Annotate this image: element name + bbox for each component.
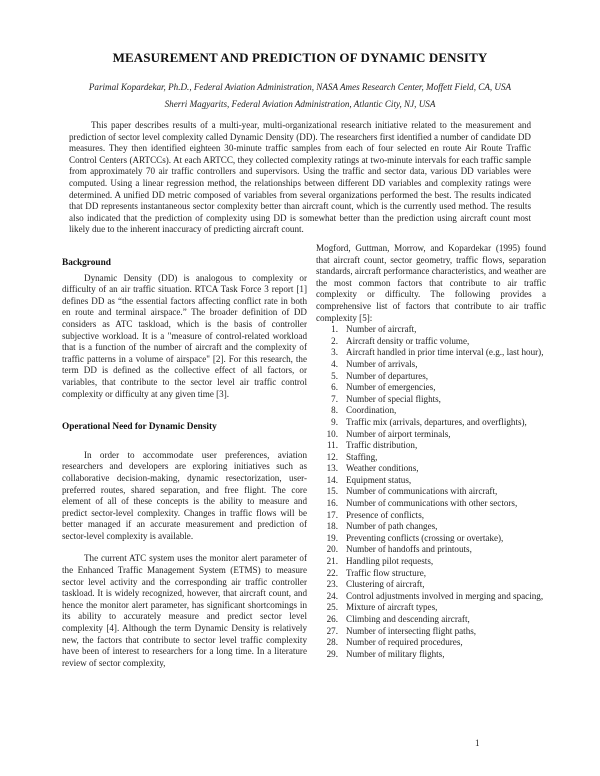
item-number: 19. [326,532,338,543]
list-item [316,440,546,452]
list-item [316,533,546,545]
item-number: 1. [331,324,338,335]
item-text: Clustering of aircraft, [346,579,425,590]
item-text: Traffic flow structure, [346,567,427,578]
page-number: 1 [475,738,480,748]
item-number: 24. [326,590,338,601]
item-number: 17. [326,509,338,520]
item-number: 8. [331,405,338,416]
item-text: Coordination, [346,405,397,416]
list-item [316,394,546,406]
item-text: Staffing, [346,451,378,462]
item-text: Number of required procedures, [346,637,463,648]
list-item [316,556,546,568]
item-text: Number of path changes, [346,521,438,532]
item-number: 4. [331,358,338,369]
item-number: 23. [326,579,338,590]
item-number: 16. [326,498,338,509]
list-item [316,568,546,580]
list-item [316,602,546,614]
item-number: 9. [331,416,338,427]
list-item [316,475,546,487]
list-item [316,498,546,510]
list-item [316,371,546,383]
item-text: Number of arrivals, [346,358,418,369]
list-item [316,417,546,429]
list-item [316,429,546,441]
section-heading-operational-need: Operational Need for Dynamic Density [62,422,217,433]
item-number: 6. [331,382,338,393]
item-text: Number of emergencies, [346,382,436,393]
item-text: Mixture of aircraft types, [346,602,438,613]
list-item [316,521,546,533]
need-paragraph-1: In order to accommodate user preferences, aviation researchers and developers are exploring initiatives such as collaborative decision-making, dynamic resectorization, user-preferred routes, shared separation, and free flight. The core element of all of these concepts is the ability to measure and predict sector-level complexity. Changes in traffic flows will be better managed if an accurate measurement and prediction of sector-level complexity is available. [62,449,307,541]
item-text: Equipment status, [346,474,412,485]
author-line-1: Parimal Kopardekar, Ph.D., Federal Aviation Administration, NASA Ames Research Center, Moffett Field, CA, USA [88,82,512,92]
item-text: Traffic mix (arrivals, departures, and overflights), [346,416,527,427]
item-text: Control adjustments involved in merging and spacing, [346,590,544,601]
item-text: Number of handoffs and printouts, [346,544,472,555]
list-item [316,637,546,649]
section-heading-background: Background [62,258,111,268]
item-text: Number of aircraft, [346,324,417,335]
item-text: Presence of conflicts, [346,509,425,520]
background-paragraph: Dynamic Density (DD) is analogous to complexity or difficulty of an air traffic situation. RTCA Task Force 3 report [1] defines DD as “the essential factors affecting conflict rate in both en route and terminal airspace.” The broader definition of DD considers as ATC taskload, which is the basis of controller subjective workload. It is a "measure of control-related workload that is a function of the number of aircraft and the complexity of traffic patterns in a volume of airspace" [2]. For this research, the term DD is defined as the collective effect of all factors, or variables, that contribute to the sector level air traffic control complexity or difficulty at any given time [3]. [62,272,307,399]
list-item [316,486,546,498]
right-column [316,243,546,660]
list-item [316,324,546,336]
item-text: Traffic distribution, [346,440,418,451]
item-number: 18. [326,521,338,532]
item-number: 15. [326,486,338,497]
list-item [316,649,546,661]
item-number: 7. [331,393,338,404]
item-number: 22. [326,567,338,578]
item-number: 13. [326,463,338,474]
item-text: Number of military flights, [346,648,445,659]
item-text: Number of airport terminals, [346,428,451,439]
list-item [316,626,546,638]
item-number: 28. [326,637,338,648]
list-item [316,544,546,556]
item-number: 26. [326,614,338,624]
item-text: Aircraft handled in prior time interval (e.g., last hour), [346,347,544,358]
list-item [316,614,546,626]
item-text: Number of special flights, [346,393,441,404]
item-number: 20. [326,544,338,555]
item-text: Number of departures, [346,370,429,381]
list-item [316,452,546,464]
item-number: 29. [326,648,338,659]
left-column [62,258,307,669]
item-number: 21. [326,556,338,567]
list-item [316,336,546,348]
complexity-factors-list [316,324,546,660]
item-text: Weather conditions, [346,463,419,474]
list-item [316,359,546,371]
author-line-2: Sherri Magyarits, Federal Aviation Administration, Atlantic City, NJ, USA [164,99,436,109]
item-text: Climbing and descending aircraft, [346,614,470,624]
item-number: 10. [326,428,338,439]
item-text: Handling pilot requests, [346,556,434,567]
list-item [316,591,546,603]
item-text: Preventing conflicts (crossing or overtake), [346,532,504,543]
item-number: 5. [331,370,338,381]
item-number: 3. [331,347,338,358]
item-number: 11. [326,440,338,451]
item-text: Number of communications with other sectors, [346,498,518,509]
item-text: Aircraft density or traffic volume, [346,335,470,346]
right-intro-paragraph: Mogford, Guttman, Morrow, and Kopardekar (1995) found that aircraft count, sector geometry, traffic flows, separation standards, aircraft performance characteristics, and weather are the most common factors that contribute to air traffic complexity or difficulty. The following provides a comprehensive list of factors that contribute to air traffic complexity [5]: [316,243,546,323]
need-paragraph-2: The current ATC system uses the monitor alert parameter of the Enhanced Traffic Management System (ETMS) to measure sector level activity and the corresponding air traffic controller taskload. It is widely recognized, however, that aircraft count, and hence the monitor alert parameter, has significant shortcomings in its ability to accurately measure and predict sector level complexity [4]. Although the term Dynamic Density is relatively new, the factors that contribute to sector level traffic complexity have been of interest to researchers for a long time. In a literature review of sector complexity, [62,553,307,668]
item-text: Number of communications with aircraft, [346,486,498,497]
abstract: This paper describes results of a multi-year, multi-organizational research initiative related to the measurement and prediction of sector level complexity called Dynamic Density (DD). The researchers first identified a number of candidate DD measures. They then identified eighteen 30-minute traffic samples from each of four selected en route Air Route Traffic Control Centers (ARTCCs). At each ARTCC, they collected complexity ratings at two-minute intervals for each traffic sample from approximately 70 air traffic controllers and supervisors. Using the traffic and sector data, various DD variables were computed. Using a linear regression method, the relationships between different DD variables and complexity ratings were determined. A unified DD metric composed of variables from several organizations performed the best. The results indicated that DD represents instantaneous sector complexity better than aircraft count, which is the currently used method. The results also indicated that the prediction of complexity using DD is somewhat better than the prediction using aircraft count most likely due to the inherent inaccuracy of predicting aircraft count. [69,120,531,235]
list-item [316,405,546,417]
item-number: 2. [331,335,338,346]
paper-title: MEASUREMENT AND PREDICTION OF DYNAMIC DENSITY [112,50,488,65]
item-text: Number of intersecting flight paths, [346,625,477,636]
list-item [316,579,546,591]
list-item [316,382,546,394]
item-number: 14. [326,474,338,485]
item-number: 25. [326,602,338,613]
item-number: 27. [326,625,338,636]
list-item [316,463,546,475]
list-item [316,510,546,522]
list-item [316,347,546,359]
item-number: 12. [326,451,338,462]
